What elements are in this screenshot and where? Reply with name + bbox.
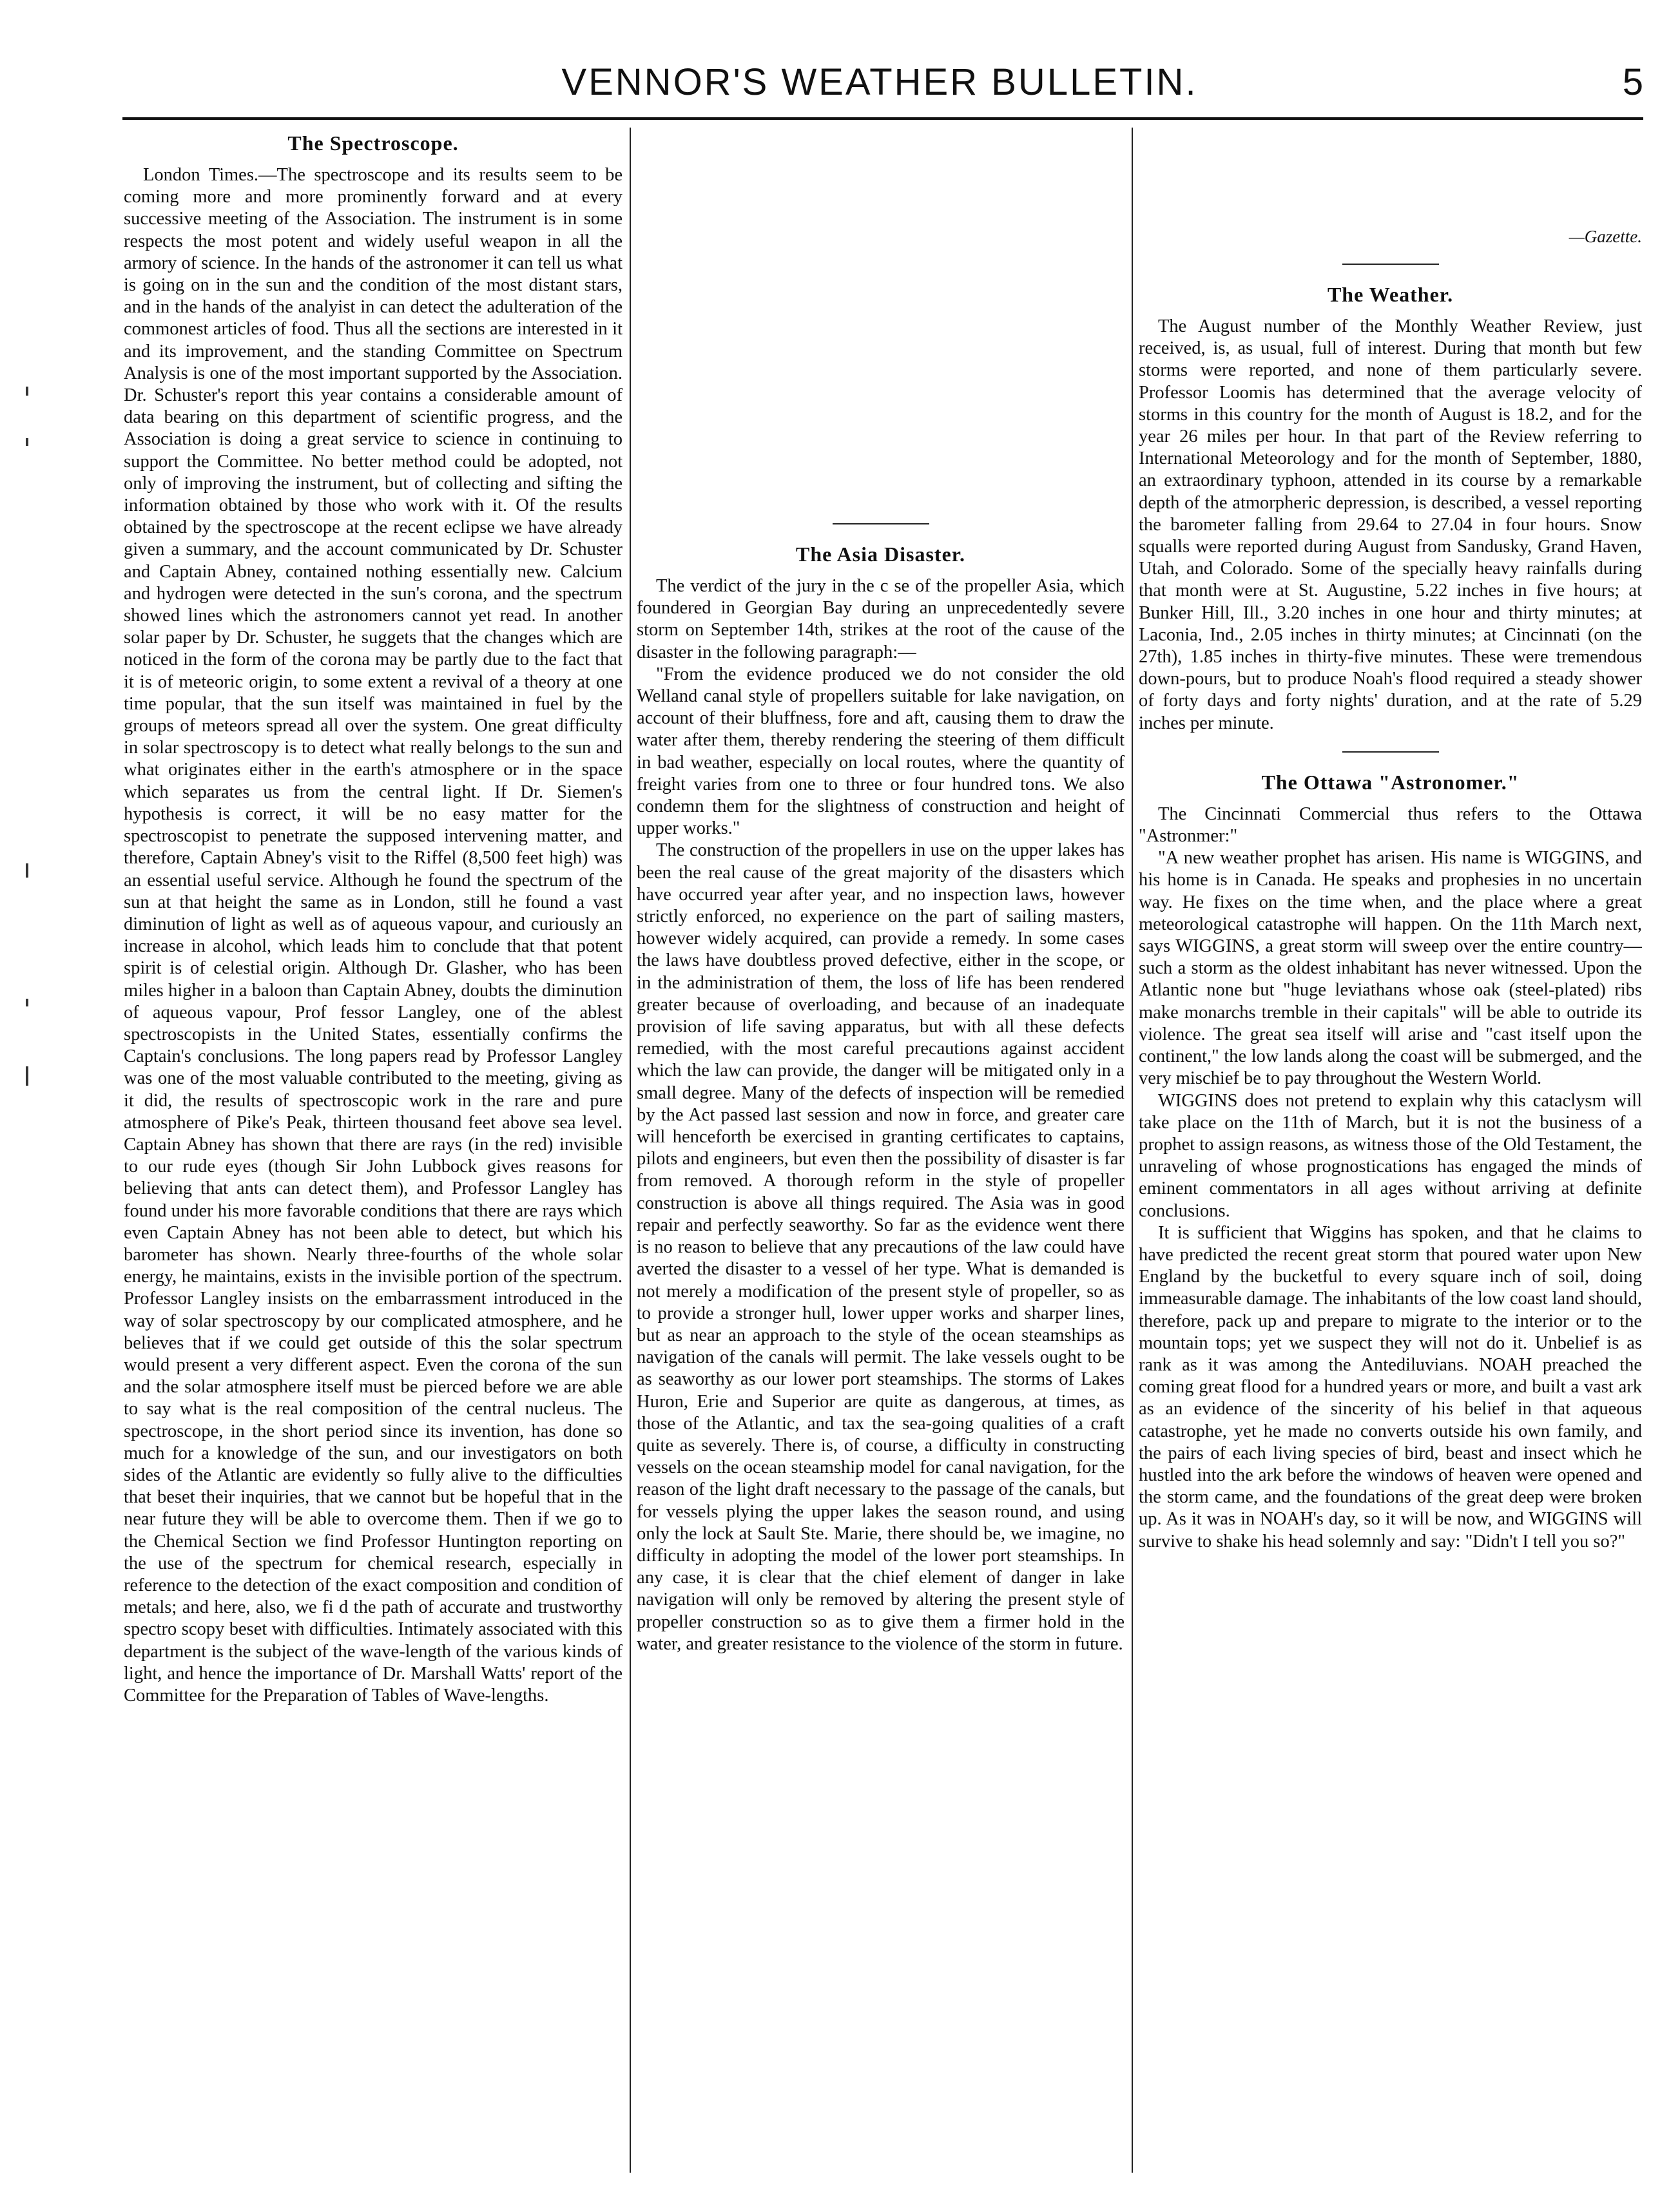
column-divider <box>1132 128 1133 2173</box>
asia-title: The Asia Disaster. <box>795 543 966 566</box>
weather-title: The Weather. <box>1327 283 1454 306</box>
ottawa-paragraph-2: "A new weather prophet has arisen. His name is WIGGINS, and his home is in Canada. He speaks and prophesies in no uncertain way. He fixes on the time when, and the place where a great meteorological catastrophe will happen. On the 11th March next, says WIGGINS, a great storm will sweep over the entire country—such a storm as the oldest inhabitant has never witnessed. Upon the Atlantic none but "huge leviathans whose oak (steel-plated) ribs make monarchs tremble in their capitals" will be able to outride its violence. The great sea itself will arise and "cast itself upon the continent," the low lands along the coast will be submerged, and the very mischief be to pay throughout the Western World. <box>1139 848 1642 1089</box>
margin-speck <box>26 999 28 1006</box>
asia-paragraph-2: "From the evidence produced we do not consider the old Welland canal style of propellers suitable for lake navigation, on account of their bluffness, fore and aft, causing them to draw the water after them, thereby rendering the steering of them difficult in bad weather, especially on local routes, where the quantity of freight varies from one to three or four hundred tons. We also condemn them for the slightness of construction and height of upper works." <box>637 664 1125 839</box>
spectroscope-tail-spacer <box>637 128 1125 506</box>
column-1 <box>124 128 623 2173</box>
page-number: 5 <box>1622 61 1643 103</box>
ottawa-paragraph-1: The Cincinnati Commercial thus refers to the Ottawa "Astronmer:" <box>1139 803 1642 847</box>
asia-paragraph-3: The construction of the propellers in use on the upper lakes has been the real cause of the great majority of the disasters which have occurred year after year, and no inspection laws, however strictly enforced, no experience on the part of sailing masters, however widely acquired, can provide a remedy. In some cases the laws have doubtless proved defective, either in the scope, or in the administration of them, the loss of life has been rendered greater because of overloading, and because of an inadequate provision of life saving apparatus, but with all these defects remedied, with the most careful precautions against accident which the law can provide, the danger will be mitigated only in a small degree. Many of the defects of inspection will be remedied by the Act passed last session and now in force, and greater care will henceforth be exercised in granting certificates to captains, pilots and engineers, but even then the possibility of disaster is far from removed. A thorough reform in the style of propeller construction is above all things required. The Asia was in good repair and perfectly seaworthy. So far as the evidence went there is no reason to believe that any precautions of the law could have averted the disaster to a vessel of her type. What is demanded is not merely a modification of the present style of propeller, so as to provide a stronger hull, lower upper works and sharper lines, but as near an approach to the style of the ocean steamships as navigation of the canals will permit. The lake vessels ought to be as seaworthy as our lower port steamships. The storms of Lakes Huron, Erie and Superior are quite as dangerous, at times, as those of the Atlantic, and tax the sea-going qualities of a craft quite as severely. There is, of course, a difficulty in constructing vessels on the ocean steamship model for canal navigation, for the reason of the light draft necessary to the passage of the canals, but for vessels plying the upper lakes the season round, and using only the lock at Sault Ste. Marie, there should be, we imagine, no difficulty in adopting the model of the lower port steamships. In any case, it is clear that the chief element of danger in lake navigation will only be removed by altering the present style of propeller construction so as to give them a firmer hold in the water, and greater resistance to the violence of the storm in future. <box>637 840 1125 1654</box>
asia-signature: —Gazette. <box>1569 227 1642 246</box>
margin-speck <box>26 387 28 396</box>
asia-paragraph-1: The verdict of the jury in the c se of the propeller Asia, which foundered in Georgian Bay during an unprecedentedly severe storm on September 14th, strikes at the root of the cause of the disaster in the following paragraph:— <box>637 576 1125 662</box>
column-3 <box>1139 128 1642 2173</box>
asia-tail-spacer <box>1139 128 1642 224</box>
section-rule <box>833 523 929 524</box>
weather-body: The August number of the Monthly Weather Review, just received, is, as usual, full of interest. During that month but few storms were reported, and none of them particularly severe. Professor Loomis has determined that the average velocity of storms in this country for the month of August is 18.2, and for the year 26 miles per hour. In that part of the Review referring to International Meteorology and for the month of September, 1880, an extraordinary typhoon, attended in its course by a remarkable depth of the atmorpheric depression, is described, a vessel reporting the barometer falling from 29.64 to 27.04 in four hours. Snow squalls were reported during August from Sandusky, Grand Haven, Utah, and Colorado. Some of the specially heavy rainfalls during that month were at St. Augustine, 5.22 inches in five hours; at Bunker Hill, Ill., 3.20 inches in one hour and thirty minutes; at Laconia, Ind., 2.05 inches in thirty minutes; at Cincinnati (on the 27th), 1.85 inches in thirty-five minutes. These were tremendous down-pours, but to produce Noah's flood required a steady shower of forty days and forty nights' duration, and at the rate of 5.29 inches per minute. <box>1139 316 1642 733</box>
spectroscope-body: London Times.—The spectroscope and its results seem to be coming more and more prominently forward and at every successive meeting of the Association. The instrument is in some respects the most potent and widely useful weapon in all the armory of science. In the hands of the astronomer it can tell us what is going on in the sun and the condition of the most distant stars, and in the hands of the analyist in can detect the adulteration of the commonest articles of food. Thus all the sections are interested in it and its improvement, and the standing Committee on Spectrum Analysis is one of the most important supported by the Association. Dr. Schuster's report this year contains a considerable amount of data bearing on this department of scientific progress, and the Association is doing a great service to science in continuing to support the Committee. No better method could be adopted, not only of improving the instrument, but of collecting and sifting the information obtained by those who work with it. Of the results obtained by the spectroscope at the recent eclipse we have already given a summary, and the account communicated by Dr. Schuster and Captain Abney, contained nothing essentially new. Calcium and hydrogen were detected in the sun's corona, and the spectrum showed lines which the astronomers cannot yet read. In another solar paper by Dr. Schuster, he suggets that the changes which are noticed in the form of the corona may be partly due to the fact that it is of meteoric origin, to some extent a revival of a theory at one time popular, that the sun itself was maintained in fuel by the groups of meteors spread all over the system. One great difficulty in solar spectroscopy is to detect what really belongs to the sun and what originates either in the earth's atmosphere or in the space which separates us from the central light. If Dr. Siemen's hypothesis is correct, it will be no easy matter for the spectroscopist to penetrate the supposed intervening matter, and therefore, Captain Abney's visit to the Riffel (8,500 feet high) was an essential useful service. Although he found the spectrum of the sun at that height the same as in London, still he found a vast diminution of light as well as of aqueous vapour, and curiously an increase in alcohol, which leads him to conclude that that potent spirit is of celestial origin. Although Dr. Glasher, who has been miles higher in a baloon than Captain Abney, doubts the diminution of aqueous vapour, Prof fessor Langley, one of the ablest spectroscopists in the United States, essentially confirms the Captain's conclusions. The long papers read by Professor Langley was one of the most valuable contributed to the meeting, giving as it did, the results of spectroscopic work in the rare and pure atmosphere of Pike's Peak, thirteen thousand feet above sea level. Captain Abney has shown that there are rays (in the red) invisible to our rude eyes (though Sir John Lubbock gives reasons for believing that ants can detect them), and Professor Langley has found under his more favorable conditions that there are rays which even Captain Abney has not been able to detect, but which his barometer has shown. Nearly three-fourths of the whole solar energy, he maintains, exists in the invisible portion of the spectrum. Professor Langley insists on the embarrassment introduced in the way of solar spectroscopy by our complicated atmosphere, and he believes that if we could get outside of this the solar spectrum would present a very different aspect. Even the corona of the sun and the solar atmosphere itself must be pierced before we are able to say what is the real composition of the central nucleus. The spectroscope, in the short period since its invention, has done so much for a knowledge of the sun, and our investigators on both sides of the Atlantic are evidently so fully alive to the difficulties that beset their inquiries, that we cannot but be hopeful that in the near future they will be able to overcome them. Then if we go to the Chemical Section we find Professor Huntington reporting on the use of the spectrum for chemical research, especially in reference to the detection of the exact composition and condition of metals; and here, also, we fi d the path of accurate and trustworthy spectro scopy beset with difficulties. Intimately associated with this department is the subject of the wave-length of the various kinds of light, and hence the importance of Dr. Marshall Watts' report of the Committee for the Preparation of Tables of Wave-lengths. <box>124 165 623 1706</box>
page-header <box>116 57 1643 108</box>
margin-speck <box>26 438 28 446</box>
ottawa-paragraph-3: WIGGINS does not pretend to explain why this cataclysm will take place on the 11th of March, but it is not the business of a prophet to assign reasons, as witness those of the Old Testament, the unraveling of whose prognostications has engaged the minds of eminent commentators in all ages without arriving at definite conclusions. <box>1139 1090 1642 1221</box>
section-rule <box>1342 751 1439 753</box>
ottawa-paragraph-4: It is sufficient that Wiggins has spoken, and that he claims to have predicted the recent great storm that poured water upon New England by the bucketful to every square inch of soil, doing immeasurable damage. The inhabitants of the low coast land should, therefore, pack up and prepare to migrate to the interior or to the mountain tops; yet we suspect they will not do it. Unbelief is as rank as it was among the Antediluvians. NOAH preached the coming great flood for a hundred years or more, and built a vast ark as an evidence of the sincerity of his belief in that aqueous catastrophe, yet he made no converts outside his own family, and the pairs of each living species of bird, beast and insect which he hustled into the ark before the windows of heaven were opened and the storm came, and the foundations of the great deep were broken up. As it was in NOAH's day, so it will be now, and WIGGINS will survive to shake his head solemnly and say: "Didn't I tell you so?" <box>1139 1222 1642 1552</box>
column-2 <box>637 128 1125 2173</box>
spectroscope-title: The Spectroscope. <box>287 131 459 155</box>
running-title: VENNOR'S WEATHER BULLETIN. <box>561 61 1198 103</box>
header-rule <box>122 117 1643 120</box>
margin-speck <box>26 1066 28 1086</box>
ottawa-title: The Ottawa "Astronomer." <box>1261 770 1520 794</box>
column-divider <box>630 128 631 2173</box>
section-rule <box>1342 264 1439 265</box>
margin-speck <box>26 863 28 878</box>
